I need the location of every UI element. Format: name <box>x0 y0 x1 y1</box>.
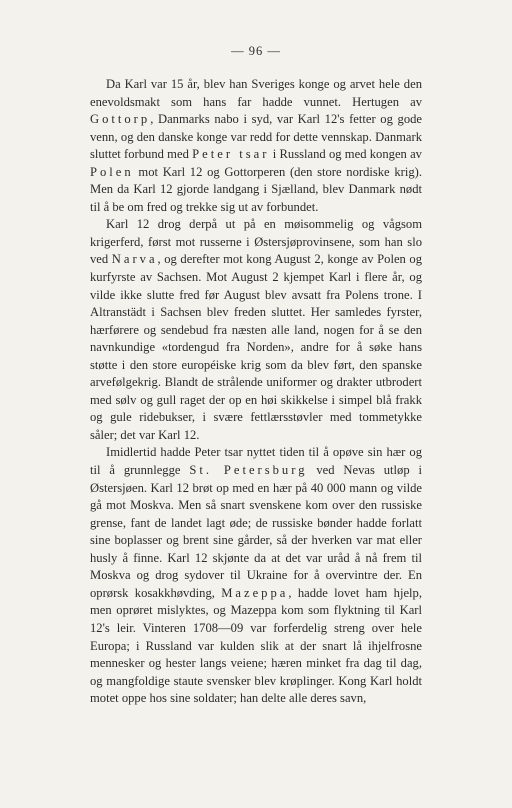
spaced-name: Mazeppa <box>221 585 289 600</box>
body-text <box>90 76 422 708</box>
paragraph <box>90 76 422 216</box>
text-run: ved Nevas utløp i Østersjøen. Karl 12 brøt op med en hær på 40 000 mann og vilde gå mot Moskva. Men så snart svenskene kom over den russiske grense, fant de landet lagt øde; de russiske bønder hadde forlatt sine boplasser og brent sine gårder, så der hverken var mat eller husly å finne. Karl 12 skjønte da at det var uråd å nå frem til Moskva og drog sydover til Ukraine for å overvintre der. En oprørsk kosakkhøvding, <box>90 463 423 600</box>
text-run: , og derefter mot kong August 2, konge av Polen og kurfyrste av Sachsen. Mot August 2 kjempet Karl i flere år, og vilde ikke slutte fred før August blev avsatt fra Polens trone. I Altranstädt i Sachsen blev freden sluttet. Her samledes fyrster, hærførere og sendebud fra næsten alle land, nogen for å se den navnkundige «tordengud fra Norden», andre for å søke hans støtte i den store européiske krig som da blev ført, den spanske arvefølgekrig. Blandt de strålende uniformer og drakter utbrodert med sølv og gull raget der op en høi skikkelse i simpel blå frakk og gule ridebukser, i svære fettlærsstøvler med tommetykke såler; det var Karl 12. <box>90 252 422 442</box>
text-run: mot Karl 12 og Gottorperen (den store nordiske krig). Men da Karl 12 gjorde landgang i Sjælland, blev Danmark nødt til å be om fred og trekke sig ut av forbundet. <box>90 164 422 214</box>
text-run: Karl 12 drog derpå ut på en møisommelig og vågsom krigerferd, først mot russerne i Østersjøprovinsene, som han slo ved <box>90 217 422 267</box>
text-run: Imidlertid hadde Peter tsar nyttet tiden til å opøve sin hær og til å grunnlegge <box>90 445 422 478</box>
spaced-name: Narva <box>111 252 158 267</box>
text-run: Da Karl var 15 år, blev han Sveriges konge og arvet hele den enevoldsmakt som hans far hadde vunnet. Hertugen av <box>90 77 422 109</box>
spaced-name: Gottorp <box>90 112 151 127</box>
spaced-name: Polen <box>90 164 134 179</box>
spaced-name: St. Petersburg <box>189 463 308 478</box>
spaced-name: Peter tsar <box>192 147 270 162</box>
text-run: , hadde lovet ham hjelp, men oprøret mislyktes, og Mazeppa kom som flyktning til Karl 12's leir. Vinteren 1708—09 var forferdelig streng over hele Europa; i Russland var kulden slik at der snart lå ihjelfrosne mennesker og hester langs veiene; hæren minket fra dag til dag, og mangfoldige staute svensker blev krøplinger. Kong Karl holdt motet oppe hos sine soldater; han delte alle deres savn, <box>90 585 422 706</box>
text-run: i Russland og med kongen av <box>269 147 422 162</box>
page-number: — 96 — <box>231 44 281 58</box>
paragraph <box>90 444 422 707</box>
text-run: , Danmarks nabo i syd, var Karl 12's fetter og gode venn, og den danske konge var redd for dette vennskap. Danmark sluttet forbund med <box>90 112 422 162</box>
paragraph <box>90 216 422 444</box>
